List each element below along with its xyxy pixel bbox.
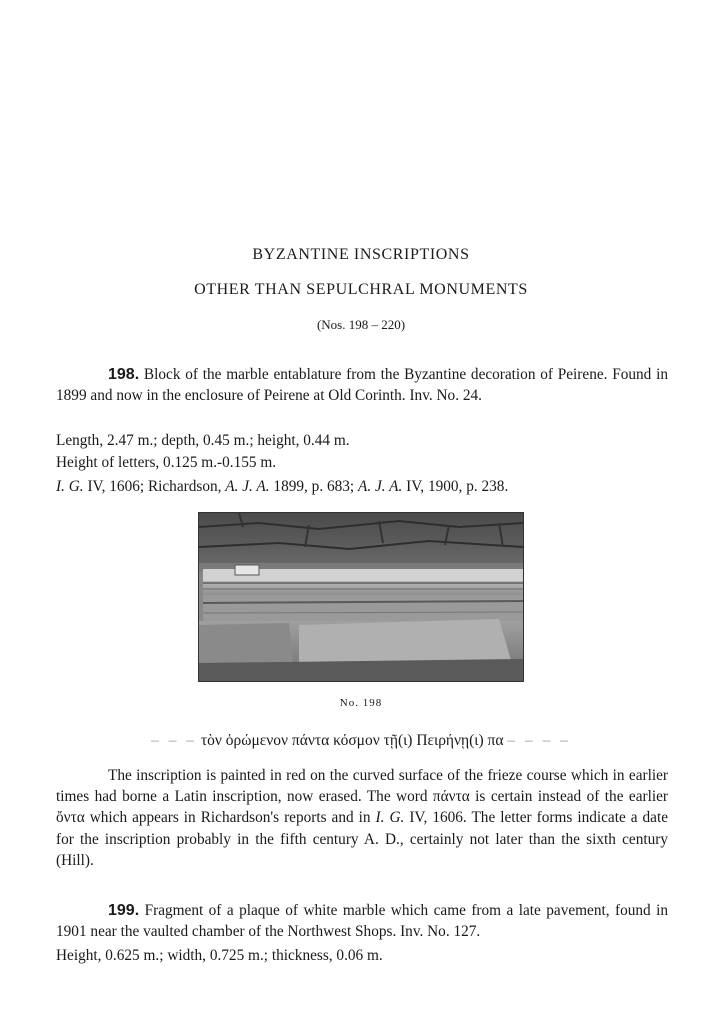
ref-text-c: IV, 1900, p. 238. [406, 478, 509, 495]
entry-198-description [56, 364, 668, 406]
ref-text-b: 1899, p. 683; [273, 478, 355, 495]
entry-199-description [56, 900, 668, 942]
entry-198-text: Block of the marble entablature from the Byzantine decoration of Peirene. Found in 1899 and now in the enclosure of Peirene at Old Corinth. Inv. No. 24. [56, 366, 668, 405]
ref-aja-2: A. J. A. [357, 478, 403, 495]
lacuna-right: – – – – [507, 732, 571, 749]
photo-caption: No. 198 [339, 697, 383, 709]
entry-199-text: Fragment of a plaque of white marble which came from a late pavement, found in 1901 near the vaulted chamber of the Northwest Shops. Inv. No. 127. [56, 902, 669, 941]
number-range: (Nos. 198 – 220) [316, 317, 406, 332]
ref-ig: I. G. [56, 478, 84, 495]
greek-inscription: τὸν ὁρώμενον πάντα κόσμον τῇ(ι) Πειρήνῃ(ι) πα [200, 732, 504, 749]
ref-aja-1: A. J. A. [225, 478, 270, 495]
inscription-text [0, 732, 722, 750]
commentary-ig: I. G. [375, 809, 405, 827]
section-title: BYZANTINE INSCRIPTIONS [252, 246, 470, 263]
entry-198-number: 198. [108, 366, 140, 383]
ref-text-a: IV, 1606; Richardson, [87, 478, 222, 495]
section-subtitle: OTHER THAN SEPULCHRAL MONUMENTS [194, 281, 528, 298]
entry-198-references [56, 476, 508, 497]
commentary-text-a: The inscription is painted in red on the curved surface of the frieze course which in earlier times had borne a Latin inscription, now erased. The word πάντα is certain instead of the earlier ὄντα which appears in Richardson's reports and in [56, 767, 668, 827]
lacuna-left: – – – [151, 732, 198, 749]
entry-199-dimensions: Height, 0.625 m.; width, 0.725 m.; thickness, 0.06 m. [56, 947, 383, 964]
entry-199-number: 199. [108, 902, 140, 919]
commentary-text-b: IV, 1606. The letter forms indicate a date for the inscription probably in the fifth century A. D., certainly not later than the sixth century (Hill). [56, 809, 668, 869]
entry-198-letter-height: Height of letters, 0.125 m.-0.155 m. [56, 454, 277, 471]
block-photograph [198, 512, 524, 682]
entry-198-dimensions: Length, 2.47 m.; depth, 0.45 m.; height, 0.44 m. [56, 432, 350, 449]
entry-198-commentary [56, 765, 668, 871]
